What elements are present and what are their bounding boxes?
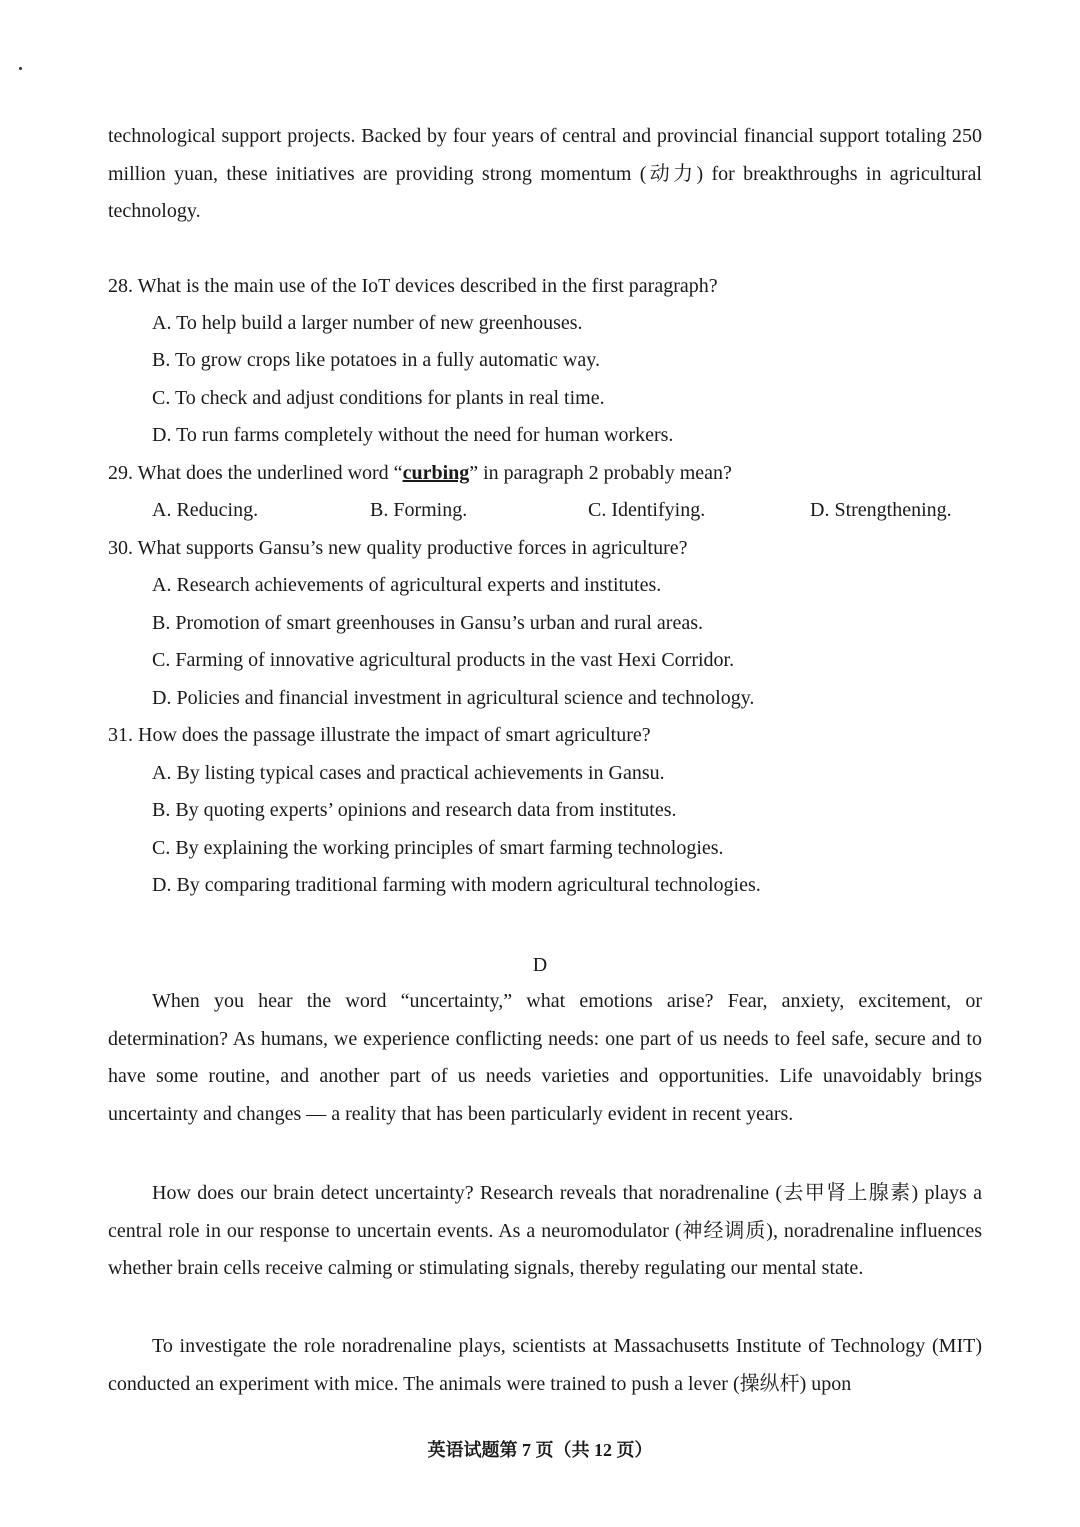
underlined-word: curbing [402, 462, 470, 484]
question-31-stem: 31. How does the passage illustrate the impact of smart agriculture? [108, 724, 651, 746]
question-30-stem: 30. What supports Gansu’s new quality productive forces in agriculture? [108, 537, 688, 559]
question-28-option-c: C. To check and adjust conditions for plants in real time. [152, 387, 605, 409]
page-footer: 英语试题第 7 页（共 12 页） [427, 1440, 653, 1460]
scan-speck [19, 67, 22, 70]
question-28-option-b: B. To grow crops like potatoes in a fully automatic way. [152, 349, 600, 371]
question-31-option-b: B. By quoting experts’ opinions and research data from institutes. [152, 799, 677, 821]
question-29-option-d: D. Strengthening. [810, 499, 952, 521]
question-29-stem [108, 455, 982, 493]
question-30-option-a: A. Research achievements of agricultural experts and institutes. [152, 574, 662, 596]
section-d-paragraph-3: To investigate the role noradrenaline plays, scientists at Massachusetts Institute of Technology (MIT) conducted an experiment with mice. The animals were trained to push a lever (操纵杆) upon [108, 1335, 982, 1395]
section-d-paragraph-2: How does our brain detect uncertainty? Research reveals that noradrenaline (去甲肾上腺素) plays a central role in our response to uncertain events. As a neuromodulator (神经调质), noradrenaline influences whether brain cells receive calming or stimulating signals, thereby regulating our mental state. [108, 1182, 982, 1279]
question-28-option-d: D. To run farms completely without the need for human workers. [152, 424, 674, 446]
question-28-option-a: A. To help build a larger number of new greenhouses. [152, 312, 583, 334]
question-30-option-d: D. Policies and financial investment in agricultural science and technology. [152, 687, 755, 709]
question-31-option-a: A. By listing typical cases and practical achievements in Gansu. [152, 762, 665, 784]
question-29-option-c: C. Identifying. [588, 499, 706, 521]
question-29-option-b: B. Forming. [370, 499, 468, 521]
question-30-option-b: B. Promotion of smart greenhouses in Gansu’s urban and rural areas. [152, 612, 703, 634]
question-29-option-a: A. Reducing. [152, 499, 259, 521]
question-29-stem-end: ” in paragraph 2 probably mean? [469, 462, 732, 484]
section-d-heading: D [532, 954, 548, 976]
question-31-option-d: D. By comparing traditional farming with modern agricultural technologies. [152, 874, 761, 896]
question-29-stem-start: 29. What does the underlined word “ [108, 462, 403, 484]
question-28-stem: 28. What is the main use of the IoT devices described in the first paragraph? [108, 275, 718, 297]
question-30-option-c: C. Farming of innovative agricultural products in the vast Hexi Corridor. [152, 649, 735, 671]
passage-c-closing-paragraph: technological support projects. Backed by four years of central and provincial financial support totaling 250 million yuan, these initiatives are providing strong momentum (动力) for breakthroughs in agricultural technology. [108, 125, 982, 222]
section-d-paragraph-1: When you hear the word “uncertainty,” what emotions arise? Fear, anxiety, excitement, or determination? As humans, we experience conflicting needs: one part of us needs to feel safe, secure and to have some routine, and another part of us needs varieties and opportunities. Life unavoidably brings uncertainty and changes — a reality that has been particularly evident in recent years. [108, 990, 982, 1125]
question-31-option-c: C. By explaining the working principles of smart farming technologies. [152, 837, 724, 859]
